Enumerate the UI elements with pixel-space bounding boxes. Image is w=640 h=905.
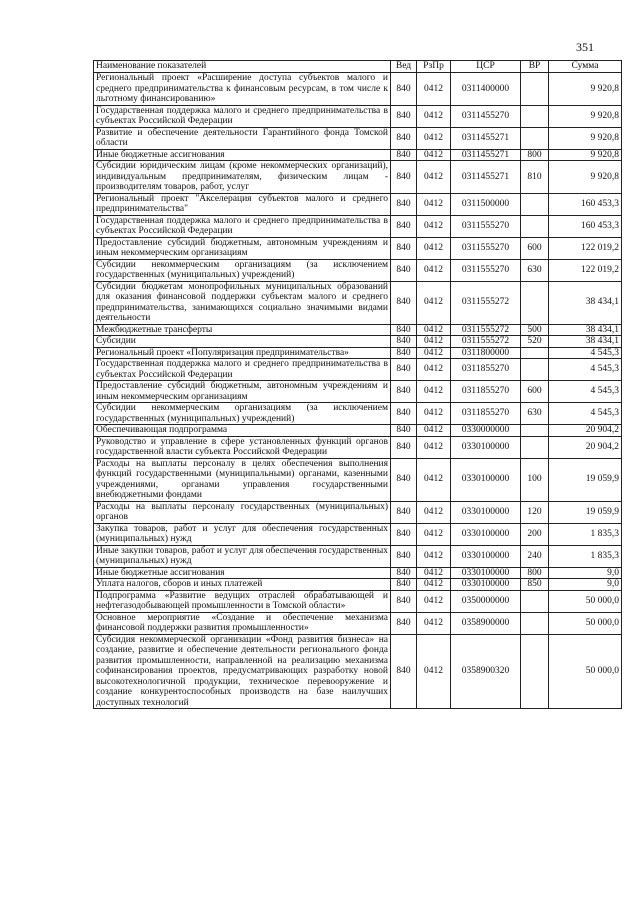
table-row bbox=[94, 215, 622, 237]
row-vr: 850 bbox=[521, 579, 549, 591]
row-vr bbox=[521, 425, 549, 437]
row-csr: 0311555270 bbox=[451, 259, 521, 281]
table-row bbox=[94, 590, 622, 612]
table-row bbox=[94, 149, 622, 161]
row-name: Субсидия некоммерческой организации «Фонд развития бизнеса» на создание, развитие и обеспечение деятельности регионального фонда развития промышленности, направленной на реализацию механизма софинансирования проектов, предусматривающих разработку новой высокотехнологичной продукции, техническое перевооружение и создание конкурентоспособных производств на базе наилучших доступных технологий bbox=[94, 634, 391, 709]
row-csr: 0311555272 bbox=[451, 324, 521, 336]
row-ved: 840 bbox=[391, 324, 417, 336]
row-name: Региональный проект «Расширение доступа субъектов малого и среднего предпринимательства к финансовым ресурсам, в том числе к льготному финансированию» bbox=[94, 73, 391, 106]
table-row bbox=[94, 567, 622, 579]
row-csr: 0311555272 bbox=[451, 336, 521, 348]
row-name: Региональный проект "Акселерация субъектов малого и среднего предпринимательства" bbox=[94, 193, 391, 215]
row-sum: 122 019,2 bbox=[549, 259, 622, 281]
row-ved: 840 bbox=[391, 105, 417, 127]
row-rzpr: 0412 bbox=[417, 193, 451, 215]
row-name: Расходы на выплаты персоналу государственных (муниципальных) органов bbox=[94, 501, 391, 523]
row-sum: 9 920,8 bbox=[549, 161, 622, 194]
row-rzpr: 0412 bbox=[417, 579, 451, 591]
table-row bbox=[94, 359, 622, 381]
row-name: Обеспечивающая подпрограмма bbox=[94, 425, 391, 437]
row-ved: 840 bbox=[391, 161, 417, 194]
row-vr: 810 bbox=[521, 161, 549, 194]
row-vr bbox=[521, 634, 549, 709]
row-rzpr: 0412 bbox=[417, 127, 451, 149]
row-sum: 160 453,3 bbox=[549, 193, 622, 215]
row-csr: 0350000000 bbox=[451, 590, 521, 612]
row-csr: 0358900320 bbox=[451, 634, 521, 709]
row-rzpr: 0412 bbox=[417, 458, 451, 501]
table-row bbox=[94, 281, 622, 324]
row-name: Основное мероприятие «Создание и обеспечение механизма финансовой поддержки развития промышленности» bbox=[94, 612, 391, 634]
row-rzpr: 0412 bbox=[417, 436, 451, 458]
row-csr: 0330100000 bbox=[451, 579, 521, 591]
budget-table bbox=[93, 60, 622, 709]
row-vr: 100 bbox=[521, 458, 549, 501]
row-ved: 840 bbox=[391, 501, 417, 523]
row-sum: 4 545,3 bbox=[549, 359, 622, 381]
row-ved: 840 bbox=[391, 281, 417, 324]
row-csr: 0311455271 bbox=[451, 127, 521, 149]
table-row bbox=[94, 336, 622, 348]
row-rzpr: 0412 bbox=[417, 612, 451, 634]
row-rzpr: 0412 bbox=[417, 545, 451, 567]
row-vr bbox=[521, 612, 549, 634]
row-rzpr: 0412 bbox=[417, 381, 451, 403]
row-vr: 240 bbox=[521, 545, 549, 567]
table-row bbox=[94, 237, 622, 259]
row-ved: 840 bbox=[391, 381, 417, 403]
table-row bbox=[94, 381, 622, 403]
row-sum: 38 434,1 bbox=[549, 281, 622, 324]
row-rzpr: 0412 bbox=[417, 161, 451, 194]
row-vr bbox=[521, 590, 549, 612]
row-name: Государственная поддержка малого и среднего предпринимательства в субъектах Российской Федерации bbox=[94, 105, 391, 127]
row-rzpr: 0412 bbox=[417, 567, 451, 579]
row-sum: 4 545,3 bbox=[549, 381, 622, 403]
row-ved: 840 bbox=[391, 359, 417, 381]
table-row bbox=[94, 324, 622, 336]
row-rzpr: 0412 bbox=[417, 347, 451, 359]
header-csr: ЦСР bbox=[451, 61, 521, 73]
row-ved: 840 bbox=[391, 127, 417, 149]
row-rzpr: 0412 bbox=[417, 501, 451, 523]
row-name: Подпрограмма «Развитие ведущих отраслей обрабатывающей и нефтегазодобывающей промышленности в Томской области» bbox=[94, 590, 391, 612]
row-vr: 800 bbox=[521, 149, 549, 161]
header-ved: Вед bbox=[391, 61, 417, 73]
row-name: Субсидии некоммерческим организациям (за исключением государственных (муниципальных) учреждений) bbox=[94, 259, 391, 281]
row-vr: 600 bbox=[521, 237, 549, 259]
row-rzpr: 0412 bbox=[417, 359, 451, 381]
row-name: Предоставление субсидий бюджетным, автономным учреждениям и иным некоммерческим организациям bbox=[94, 381, 391, 403]
row-rzpr: 0412 bbox=[417, 73, 451, 106]
row-sum: 19 059,9 bbox=[549, 501, 622, 523]
row-sum: 19 059,9 bbox=[549, 458, 622, 501]
row-name: Расходы на выплаты персоналу в целях обеспечения выполнения функций государственными (муниципальными) органами, казенными учреждениями, органами управления государственными внебюджетными фондами bbox=[94, 458, 391, 501]
row-vr: 500 bbox=[521, 324, 549, 336]
row-vr bbox=[521, 73, 549, 106]
row-rzpr: 0412 bbox=[417, 590, 451, 612]
table-body bbox=[94, 73, 622, 709]
table-row bbox=[94, 612, 622, 634]
row-sum: 9 920,8 bbox=[549, 127, 622, 149]
row-rzpr: 0412 bbox=[417, 237, 451, 259]
row-sum: 50 000,0 bbox=[549, 612, 622, 634]
row-csr: 0311400000 bbox=[451, 73, 521, 106]
row-rzpr: 0412 bbox=[417, 215, 451, 237]
row-csr: 0311455271 bbox=[451, 161, 521, 194]
row-vr: 120 bbox=[521, 501, 549, 523]
row-name: Предоставление субсидий бюджетным, автономным учреждениям и иным некоммерческим организациям bbox=[94, 237, 391, 259]
row-vr: 520 bbox=[521, 336, 549, 348]
row-ved: 840 bbox=[391, 523, 417, 545]
row-sum: 50 000,0 bbox=[549, 634, 622, 709]
row-rzpr: 0412 bbox=[417, 281, 451, 324]
row-ved: 840 bbox=[391, 634, 417, 709]
row-ved: 840 bbox=[391, 73, 417, 106]
row-ved: 840 bbox=[391, 590, 417, 612]
row-ved: 840 bbox=[391, 436, 417, 458]
table-row bbox=[94, 347, 622, 359]
table-row bbox=[94, 523, 622, 545]
row-sum: 50 000,0 bbox=[549, 590, 622, 612]
table-row bbox=[94, 127, 622, 149]
row-vr: 600 bbox=[521, 381, 549, 403]
row-ved: 840 bbox=[391, 259, 417, 281]
row-rzpr: 0412 bbox=[417, 523, 451, 545]
row-csr: 0311555270 bbox=[451, 215, 521, 237]
row-sum: 160 453,3 bbox=[549, 215, 622, 237]
header-vr: ВР bbox=[521, 61, 549, 73]
row-ved: 840 bbox=[391, 545, 417, 567]
table-row bbox=[94, 458, 622, 501]
row-sum: 20 904,2 bbox=[549, 425, 622, 437]
row-rzpr: 0412 bbox=[417, 336, 451, 348]
table-row bbox=[94, 403, 622, 425]
row-ved: 840 bbox=[391, 403, 417, 425]
row-sum: 4 545,3 bbox=[549, 403, 622, 425]
row-vr bbox=[521, 436, 549, 458]
table-row bbox=[94, 501, 622, 523]
row-sum: 9 920,8 bbox=[549, 73, 622, 106]
row-rzpr: 0412 bbox=[417, 259, 451, 281]
row-name: Государственная поддержка малого и среднего предпринимательства в субъектах Российской Федерации bbox=[94, 359, 391, 381]
row-csr: 0330100000 bbox=[451, 523, 521, 545]
row-vr: 200 bbox=[521, 523, 549, 545]
row-csr: 0311455271 bbox=[451, 149, 521, 161]
row-csr: 0311855270 bbox=[451, 359, 521, 381]
row-rzpr: 0412 bbox=[417, 634, 451, 709]
row-name: Региональный проект «Популяризация предпринимательства» bbox=[94, 347, 391, 359]
row-sum: 38 434,1 bbox=[549, 324, 622, 336]
row-vr bbox=[521, 347, 549, 359]
table-row bbox=[94, 545, 622, 567]
row-sum: 4 545,3 bbox=[549, 347, 622, 359]
row-name: Субсидии некоммерческим организациям (за исключением государственных (муниципальных) учреждений) bbox=[94, 403, 391, 425]
table-row bbox=[94, 425, 622, 437]
row-vr bbox=[521, 359, 549, 381]
row-name: Субсидии бюджетам монопрофильных муниципальных образований для оказания финансовой поддержки субъектам малого и среднего предпринимательства, занимающихся социально значимыми видами деятельности bbox=[94, 281, 391, 324]
row-name: Иные закупки товаров, работ и услуг для обеспечения государственных (муниципальных) нужд bbox=[94, 545, 391, 567]
row-rzpr: 0412 bbox=[417, 149, 451, 161]
row-csr: 0330100000 bbox=[451, 436, 521, 458]
row-csr: 0311800000 bbox=[451, 347, 521, 359]
row-vr bbox=[521, 193, 549, 215]
row-csr: 0311555272 bbox=[451, 281, 521, 324]
row-ved: 840 bbox=[391, 612, 417, 634]
row-ved: 840 bbox=[391, 237, 417, 259]
row-name: Межбюджетные трансферты bbox=[94, 324, 391, 336]
row-sum: 1 835,3 bbox=[549, 523, 622, 545]
row-sum: 1 835,3 bbox=[549, 545, 622, 567]
row-vr: 800 bbox=[521, 567, 549, 579]
table-row bbox=[94, 259, 622, 281]
row-csr: 0330100000 bbox=[451, 501, 521, 523]
row-ved: 840 bbox=[391, 425, 417, 437]
row-rzpr: 0412 bbox=[417, 105, 451, 127]
row-csr: 0311855270 bbox=[451, 381, 521, 403]
row-vr bbox=[521, 127, 549, 149]
row-name: Субсидии bbox=[94, 336, 391, 348]
row-name: Иные бюджетные ассигнования bbox=[94, 149, 391, 161]
row-vr: 630 bbox=[521, 259, 549, 281]
row-ved: 840 bbox=[391, 458, 417, 501]
table-row bbox=[94, 105, 622, 127]
row-ved: 840 bbox=[391, 347, 417, 359]
row-csr: 0311855270 bbox=[451, 403, 521, 425]
row-csr: 0358900000 bbox=[451, 612, 521, 634]
page-number: 351 bbox=[576, 40, 594, 54]
row-sum: 9,0 bbox=[549, 567, 622, 579]
row-csr: 0330100000 bbox=[451, 458, 521, 501]
row-name: Руководство и управление в сфере установленных функций органов государственной власти субъекта Российской Федерации bbox=[94, 436, 391, 458]
row-csr: 0330100000 bbox=[451, 567, 521, 579]
row-csr: 0311500000 bbox=[451, 193, 521, 215]
row-name: Развитие и обеспечение деятельности Гарантийного фонда Томской области bbox=[94, 127, 391, 149]
row-sum: 38 434,1 bbox=[549, 336, 622, 348]
table-row bbox=[94, 193, 622, 215]
row-name: Государственная поддержка малого и среднего предпринимательства в субъектах Российской Федерации bbox=[94, 215, 391, 237]
row-sum: 20 904,2 bbox=[549, 436, 622, 458]
row-csr: 0311555270 bbox=[451, 237, 521, 259]
row-name: Иные бюджетные ассигнования bbox=[94, 567, 391, 579]
table-row bbox=[94, 579, 622, 591]
table-row bbox=[94, 436, 622, 458]
row-sum: 9 920,8 bbox=[549, 105, 622, 127]
row-ved: 840 bbox=[391, 579, 417, 591]
row-rzpr: 0412 bbox=[417, 403, 451, 425]
table-row bbox=[94, 161, 622, 194]
row-sum: 9,0 bbox=[549, 579, 622, 591]
header-sum: Сумма bbox=[549, 61, 622, 73]
row-rzpr: 0412 bbox=[417, 425, 451, 437]
row-sum: 122 019,2 bbox=[549, 237, 622, 259]
row-ved: 840 bbox=[391, 193, 417, 215]
row-rzpr: 0412 bbox=[417, 324, 451, 336]
row-name: Закупка товаров, работ и услуг для обеспечения государственных (муниципальных) нужд bbox=[94, 523, 391, 545]
row-vr bbox=[521, 215, 549, 237]
table-row bbox=[94, 634, 622, 709]
row-ved: 840 bbox=[391, 567, 417, 579]
row-ved: 840 bbox=[391, 215, 417, 237]
row-csr: 0330000000 bbox=[451, 425, 521, 437]
row-vr bbox=[521, 281, 549, 324]
row-vr bbox=[521, 105, 549, 127]
row-vr: 630 bbox=[521, 403, 549, 425]
row-name: Уплата налогов, сборов и иных платежей bbox=[94, 579, 391, 591]
row-csr: 0311455270 bbox=[451, 105, 521, 127]
header-name: Наименование показателей bbox=[94, 61, 391, 73]
row-csr: 0330100000 bbox=[451, 545, 521, 567]
header-rzpr: РзПр bbox=[417, 61, 451, 73]
row-ved: 840 bbox=[391, 149, 417, 161]
table-header-row bbox=[94, 61, 622, 73]
row-sum: 9 920,8 bbox=[549, 149, 622, 161]
row-name: Субсидии юридическим лицам (кроме некоммерческих организаций), индивидуальным предпринимателям, физическим лицам - производителям товаров, работ, услуг bbox=[94, 161, 391, 194]
row-ved: 840 bbox=[391, 336, 417, 348]
table-row bbox=[94, 73, 622, 106]
